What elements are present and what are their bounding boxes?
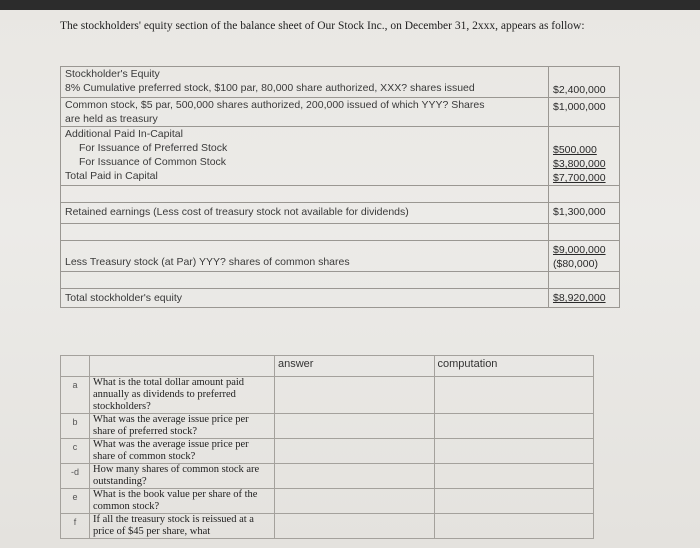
- table-row: [61, 224, 620, 241]
- total-value-cell: [549, 289, 620, 308]
- question-letter: c: [61, 439, 90, 464]
- question-text: What is the total dollar amount paid annually as dividends to preferred stockholders?: [90, 377, 275, 414]
- table-row: [61, 489, 594, 514]
- common-label-cell: [61, 98, 549, 127]
- question-text: What was the average issue price per share of common stock?: [90, 439, 275, 464]
- treasury-label: Less Treasury stock (at Par) YYY? shares of common shares: [65, 256, 350, 268]
- apic-preferred-label: For Issuance of Preferred Stock: [79, 142, 228, 154]
- table-row: [61, 439, 594, 464]
- table-row: [61, 414, 594, 439]
- retained-value-cell: [549, 203, 620, 224]
- treasury-label-cell: [61, 241, 549, 272]
- table-row: [61, 186, 620, 203]
- computation-cell[interactable]: [434, 377, 594, 414]
- question-letter: b: [61, 414, 90, 439]
- apic-cell: [61, 127, 549, 186]
- answer-header: answer: [275, 356, 435, 377]
- common-label-cont: are held as treasury: [65, 113, 158, 125]
- answer-cell[interactable]: [275, 464, 435, 489]
- question-text: How many shares of common stock are outstanding?: [90, 464, 275, 489]
- table-row: [61, 67, 620, 98]
- answer-cell[interactable]: [275, 377, 435, 414]
- computation-cell[interactable]: [434, 514, 594, 539]
- total-paid-value: $7,700,000: [553, 172, 606, 184]
- question-letter: a: [61, 377, 90, 414]
- question-letter: -d: [61, 464, 90, 489]
- common-label: Common stock, $5 par, 500,000 shares authorized, 200,000 issued of which YYY? Shares: [65, 99, 485, 111]
- total-label: Total stockholder's equity: [65, 292, 182, 304]
- table-row: [61, 289, 620, 308]
- answer-cell[interactable]: [275, 489, 435, 514]
- apic-common-value: $3,800,000: [553, 158, 606, 170]
- table-row: [61, 127, 620, 186]
- retained-value: $1,300,000: [553, 206, 606, 218]
- top-bar: [0, 0, 700, 10]
- document-page: [0, 10, 700, 548]
- computation-cell[interactable]: [434, 414, 594, 439]
- computation-header: computation: [434, 356, 594, 377]
- problem-intro: The stockholders' equity section of the balance sheet of Our Stock Inc., on December 31, 2xxx, appears as follow:: [60, 20, 585, 32]
- table-row: [61, 241, 620, 272]
- total-label-cell: [61, 289, 549, 308]
- question-letter: e: [61, 489, 90, 514]
- equity-header: Stockholder's Equity: [65, 68, 160, 80]
- table-row: [61, 203, 620, 224]
- apic-values-cell: [549, 127, 620, 186]
- questions-table: [60, 355, 594, 539]
- table-row: [61, 377, 594, 414]
- answer-cell[interactable]: [275, 439, 435, 464]
- common-value: $1,000,000: [553, 101, 606, 113]
- retained-label: Retained earnings (Less cost of treasury stock not available for dividends): [65, 206, 409, 218]
- table-row: [61, 272, 620, 289]
- treasury-values-cell: [549, 241, 620, 272]
- equity-table: [60, 66, 620, 308]
- question-text: If all the treasury stock is reissued at a price of $45 per share, what: [90, 514, 275, 539]
- subtotal-value: $9,000,000: [553, 244, 606, 256]
- question-text: What is the book value per share of the common stock?: [90, 489, 275, 514]
- equity-header-cell: [61, 67, 549, 98]
- table-header-row: [61, 356, 594, 377]
- answer-cell[interactable]: [275, 414, 435, 439]
- question-text: What was the average issue price per share of preferred stock?: [90, 414, 275, 439]
- preferred-label: 8% Cumulative preferred stock, $100 par, 80,000 share authorized, XXX? shares issued: [65, 82, 475, 94]
- computation-cell[interactable]: [434, 439, 594, 464]
- apic-preferred-value: $500,000: [553, 144, 597, 156]
- preferred-value-cell: [549, 67, 620, 98]
- computation-cell[interactable]: [434, 464, 594, 489]
- treasury-value: ($80,000): [553, 258, 598, 270]
- retained-label-cell: [61, 203, 549, 224]
- question-letter: f: [61, 514, 90, 539]
- table-row: [61, 98, 620, 127]
- common-value-cell: [549, 98, 620, 127]
- computation-cell[interactable]: [434, 489, 594, 514]
- table-row: [61, 464, 594, 489]
- apic-label: Additional Paid In-Capital: [65, 128, 183, 140]
- apic-common-label: For Issuance of Common Stock: [79, 156, 227, 168]
- preferred-value: $2,400,000: [553, 84, 606, 96]
- total-value: $8,920,000: [553, 292, 606, 304]
- total-paid-label: Total Paid in Capital: [65, 170, 158, 182]
- table-row: [61, 514, 594, 539]
- answer-cell[interactable]: [275, 514, 435, 539]
